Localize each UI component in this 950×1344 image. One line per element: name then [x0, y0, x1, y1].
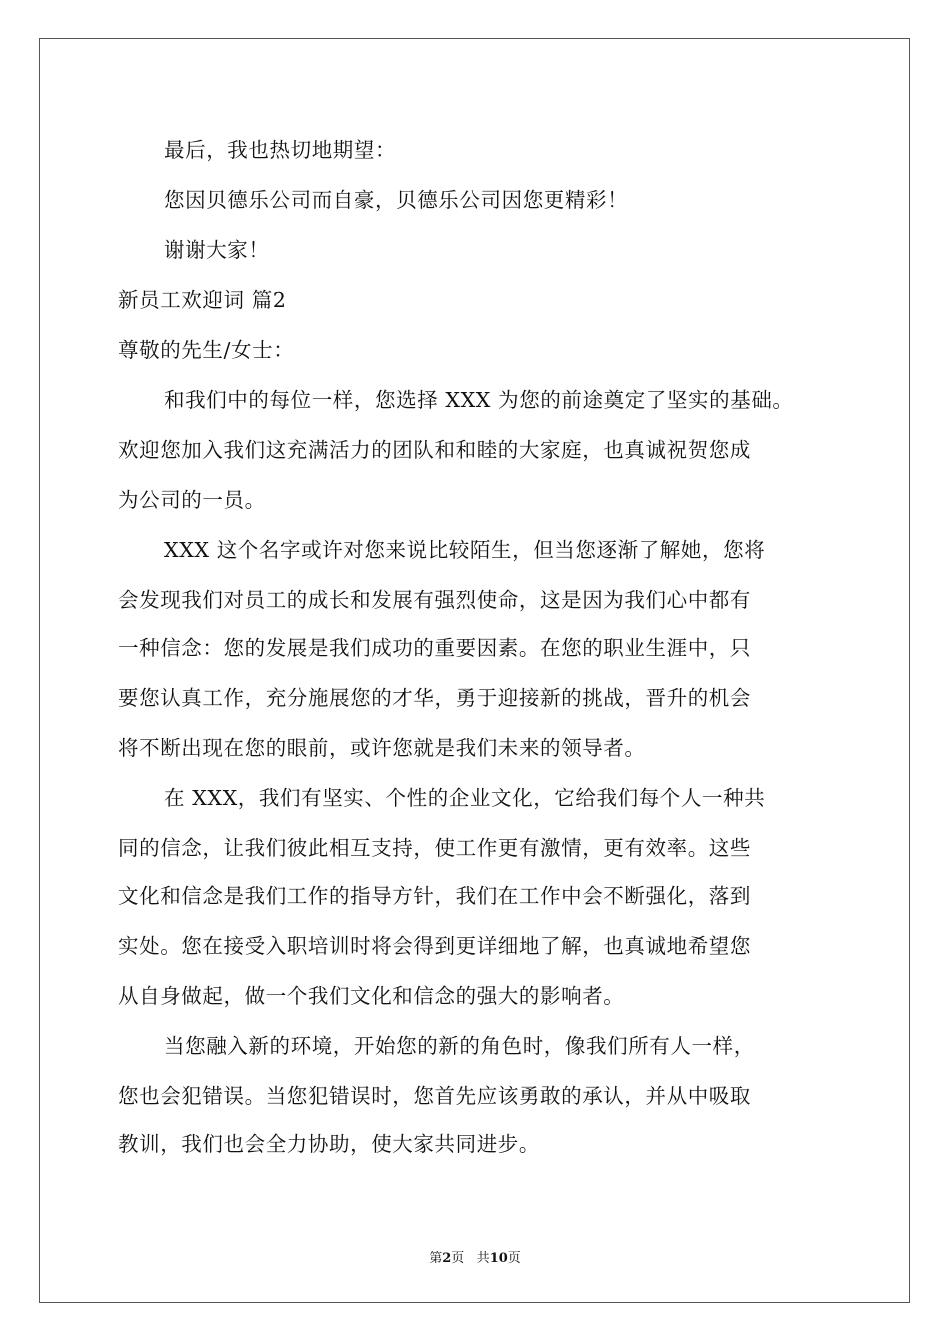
- salutation: 尊敬的先生/女士：: [118, 338, 295, 362]
- paragraph-line: 在 XXX，我们有坚实、个性的企业文化，它给我们每个人一种共: [164, 786, 766, 810]
- footer-page-prefix: 第: [429, 1251, 443, 1266]
- paragraph-line: 最后，我也热切地期望：: [164, 138, 397, 162]
- paragraph-line: 教训，我们也会全力协助，使大家共同进步。: [118, 1132, 540, 1156]
- paragraph-line: 文化和信念是我们工作的指导方针，我们在工作中会不断强化，落到: [118, 884, 751, 908]
- footer-total-prefix: 共: [476, 1251, 490, 1266]
- page-footer: [0, 1247, 950, 1266]
- paragraph-line: 实处。您在接受入职培训时将会得到更详细地了解，也真诚地希望您: [118, 934, 751, 958]
- paragraph-line: 要您认真工作，充分施展您的才华，勇于迎接新的挑战，晋升的机会: [118, 686, 751, 710]
- paragraph-line: 为公司的一员。: [118, 488, 266, 512]
- footer-page-suffix: 页: [451, 1251, 465, 1266]
- paragraph-line: 一种信念：您的发展是我们成功的重要因素。在您的职业生涯中，只: [118, 636, 751, 660]
- paragraph-line: XXX 这个名字或许对您来说比较陌生，但当您逐渐了解她，您将: [164, 538, 766, 562]
- paragraph-line: 将不断出现在您的眼前，或许您就是我们未来的领导者。: [118, 736, 646, 760]
- footer-total-suffix: 页: [507, 1251, 521, 1266]
- paragraph-line: 从自身做起，做一个我们文化和信念的强大的影响者。: [118, 984, 625, 1008]
- paragraph-line: 和我们中的每位一样，您选择 XXX 为您的前途奠定了坚实的基础。: [164, 388, 794, 412]
- paragraph-line: 会发现我们对员工的成长和发展有强烈使命，这是因为我们心中都有: [118, 588, 751, 612]
- page-border: [39, 38, 910, 1303]
- footer-total-pages: 10: [489, 1251, 508, 1266]
- paragraph-line: 同的信念，让我们彼此相互支持，使工作更有激情，更有效率。这些: [118, 836, 751, 860]
- paragraph-line: 您因贝德乐公司而自豪，贝德乐公司因您更精彩！: [164, 188, 629, 212]
- paragraph-line: 谢谢大家！: [164, 238, 270, 262]
- paragraph-line: 当您融入新的环境，开始您的新的角色时，像我们所有人一样，: [164, 1034, 755, 1058]
- footer-page-number: 2: [442, 1251, 452, 1266]
- section-heading: 新员工欢迎词 篇2: [118, 288, 287, 312]
- paragraph-line: 您也会犯错误。当您犯错误时，您首先应该勇敢的承认，并从中吸取: [118, 1084, 751, 1108]
- paragraph-line: 欢迎您加入我们这充满活力的团队和和睦的大家庭，也真诚祝贺您成: [118, 438, 751, 462]
